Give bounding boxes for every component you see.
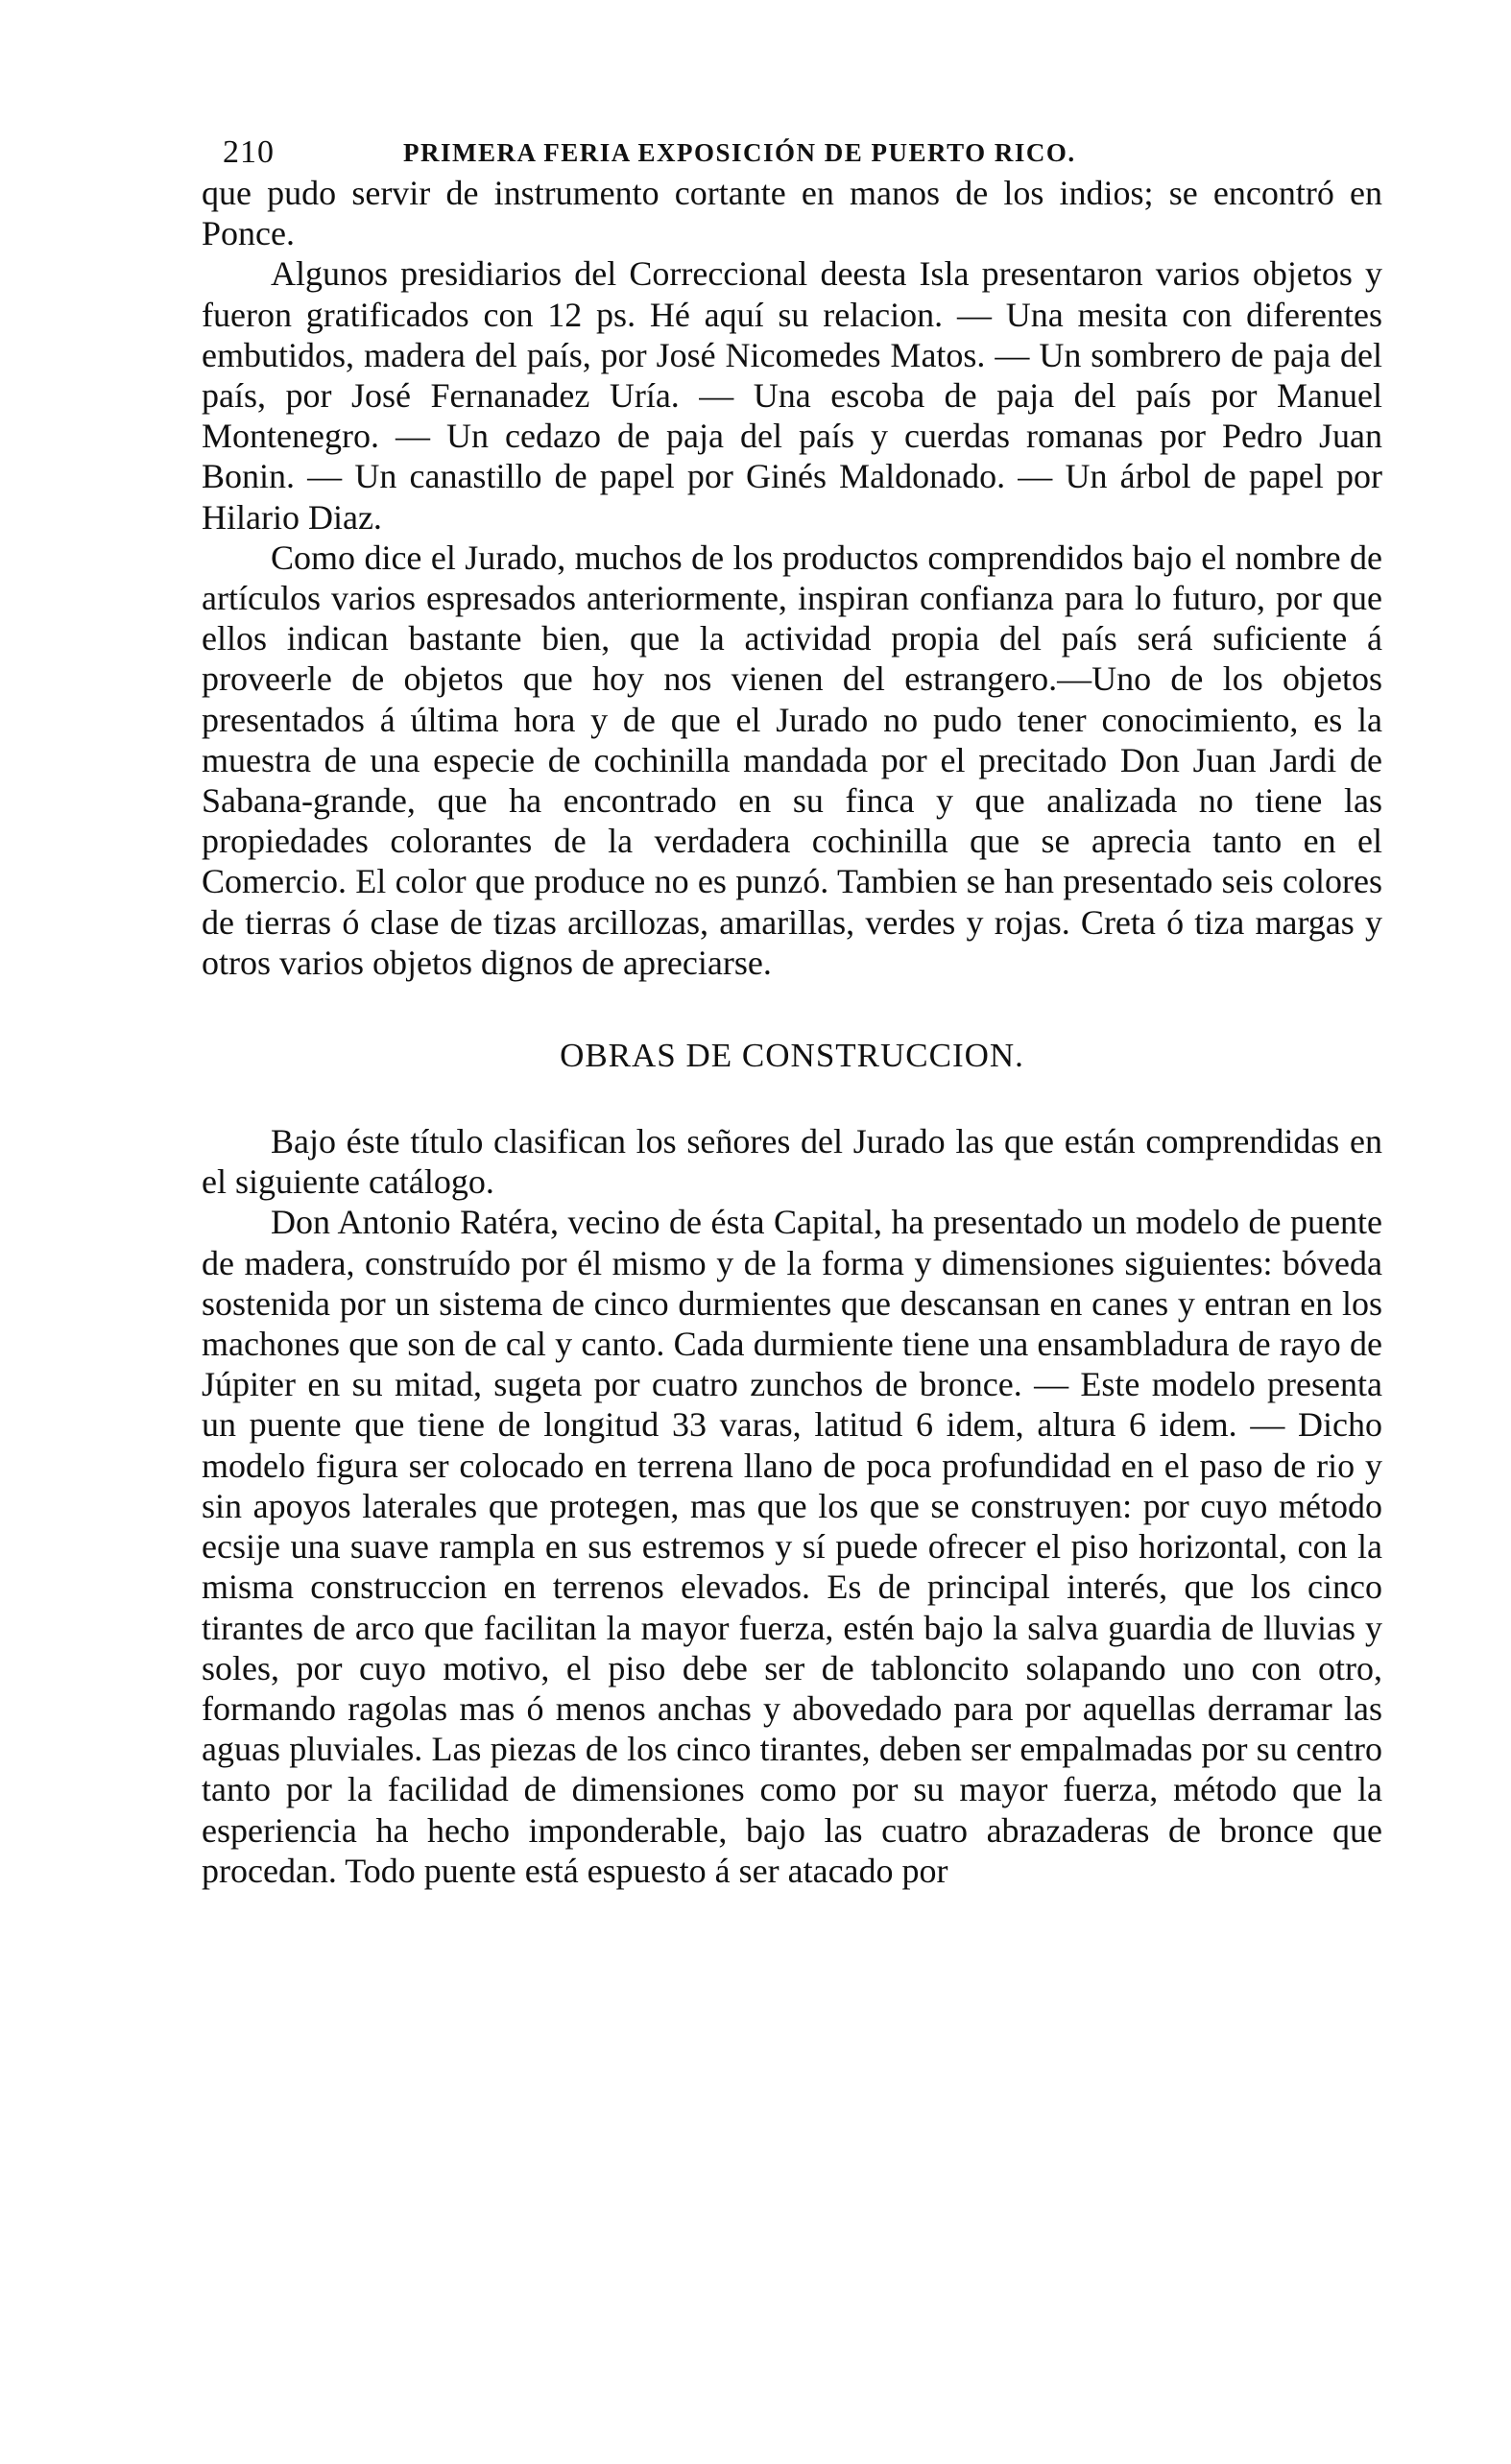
running-header [202, 115, 1382, 173]
document-page [202, 115, 1382, 1891]
paragraph-continuation: que pudo servir de instrumento cortante en manos de los indios; se encontró en Ponce. [202, 174, 1382, 253]
paragraph-bridge-model: Don Antonio Ratéra, vecino de ésta Capital, ha presentado un modelo de puente de madera, construído por él mismo y de la forma y dimensiones siguientes: bóveda sostenida por un sistema de cinco durmientes que descansan en canes y entran en los machones que son de cal y canto. Cada durmiente tiene una ensambladura de rayo de Júpiter en su mitad, sugeta por cuatro zunchos de bronce. — Este modelo presenta un puente que tiene de longitud 33 varas, latitud 6 idem, altura 6 idem. — Dicho modelo figura ser colocado en terrena llano de poca profundidad en el paso de rio y sin apoyos laterales que protegen, mas que los que se construyen: por cuyo método ecsije una suave rampla en sus estremos y sí puede ofrecer el piso horizontal, con la misma construccion en terrenos elevados. Es de principal interés, que los cinco tirantes de arco que facilitan la mayor fuerza, estén bajo la salva guardia de lluvias y soles, por cuyo motivo, el piso debe ser de tabloncito solapando uno con otro, formando ragolas mas ó menos anchas y abovedado para por aquellas derramar las aguas pluviales. Las piezas de los cinco tirantes, deben ser empalmadas por su centro tanto por la facilidad de dimensiones como por su mayor fuerza, método que la esperiencia ha hecho imponderable, bajo las cuatro abrazaderas de bronce que procedan. Todo puente está espuesto á ser atacado por [202, 1203, 1382, 1890]
paragraph-jurado: Como dice el Jurado, muchos de los productos comprendidos bajo el nombre de artículos varios espresados anteriormente, inspiran confianza para lo futuro, por que ellos indican bastante bien, que la actividad propia del país será suficiente á proveerle de objetos que hoy nos vienen del estrangero.—Uno de los objetos presentados á última hora y de que el Jurado no pudo tener conocimiento, es la muestra de una especie de cochinilla mandada por el precitado Don Juan Jardi de Sabana-grande, que ha encontrado en su finca y que analizada no tiene las propiedades colorantes de la verdadera cochinilla que se aprecia tanto en el Comercio. El color que produce no es punzó. Tambien se han presentado seis colores de tierras ó clase de tizas arcillozas, amarillas, verdes y rojas. Creta ó tiza margas y otros varios objetos dignos de apreciarse. [202, 538, 1382, 982]
paragraph-intro: Bajo éste título clasifican los señores del Jurado las que están comprendidas en el siguiente catálogo. [202, 1122, 1382, 1202]
section-title: OBRAS DE CONSTRUCCION. [560, 1037, 1024, 1075]
header-title: PRIMERA FERIA EXPOSICIÓN DE PUERTO RICO. [403, 138, 1076, 167]
paragraph-presidiarios: Algunos presidiarios del Correccional deesta Isla presentaron varios objetos y fueron gratificados con 12 ps. Hé aquí su relacion. — Una mesita con diferentes embutidos, madera del país, por José Nicomedes Matos. — Un sombrero de paja del país, por José Fernanadez Uría. — Una escoba de paja del país por Manuel Montenegro. — Un cedazo de paja del país y cuerdas romanas por Pedro Juan Bonin. — Un canastillo de papel por Ginés Maldonado. — Un árbol de papel por Hilario Diaz. [202, 254, 1382, 537]
page-number: 210 [223, 134, 275, 170]
